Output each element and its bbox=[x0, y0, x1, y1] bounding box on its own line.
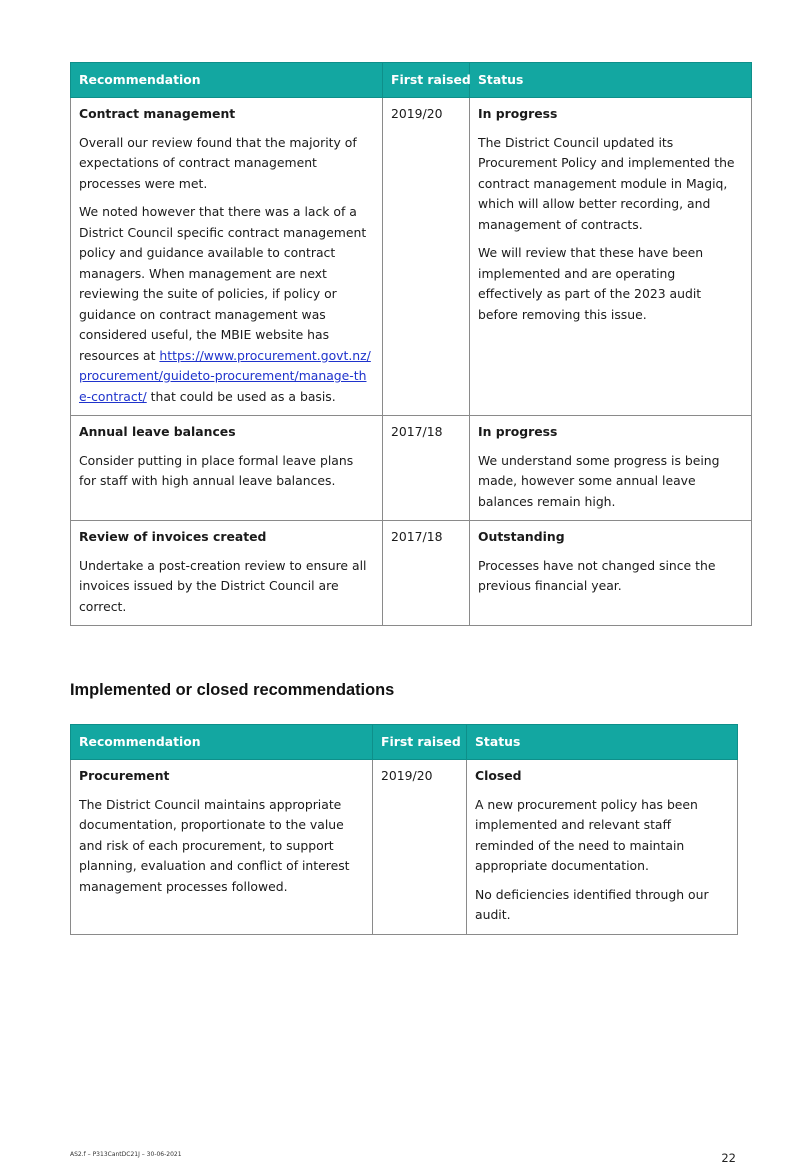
recommendation-text: Undertake a post-creation review to ensure all invoices issued by the District Council are correct. bbox=[79, 557, 367, 614]
column-header-first-raised: First raised bbox=[383, 63, 470, 98]
status-cell bbox=[470, 521, 752, 626]
status-text: The District Council updated its Procurement Policy and implemented the contract management module in Magiq, which will allow better recording, and management of contracts. bbox=[478, 134, 735, 232]
status-text: We will review that these have been implemented and are operating effectively as part of the 2023 audit before removing this issue. bbox=[478, 245, 704, 322]
table-row bbox=[71, 98, 752, 416]
status-title: Outstanding bbox=[478, 529, 565, 544]
table-header-row bbox=[71, 725, 738, 760]
recommendation-text: Consider putting in place formal leave plans for staff with high annual leave balances. bbox=[79, 452, 354, 488]
recommendation-cell bbox=[71, 416, 383, 521]
recommendation-cell bbox=[71, 98, 383, 416]
status-title: Closed bbox=[475, 768, 522, 783]
column-header-first-raised: First raised bbox=[373, 725, 467, 760]
table-header-row bbox=[71, 63, 752, 98]
status-title: In progress bbox=[478, 424, 558, 439]
section-heading: Implemented or closed recommendations bbox=[70, 681, 395, 699]
page-number: 22 bbox=[721, 1151, 736, 1165]
recommendation-text: Overall our review found that the majority of expectations of contract management processes were met. bbox=[79, 134, 357, 191]
column-header-recommendation: Recommendation bbox=[71, 63, 383, 98]
status-cell bbox=[467, 760, 738, 935]
recommendation-title: Contract management bbox=[79, 106, 236, 121]
first-raised-cell: 2019/20 bbox=[383, 98, 470, 416]
recommendation-text-suffix: that could be used as a basis. bbox=[146, 388, 336, 404]
status-title: In progress bbox=[478, 106, 558, 121]
recommendation-text bbox=[79, 202, 374, 407]
recommendation-text-body: We noted however that there was a lack of a District Council specific contract management policy and guidance available to contract managers. When management are next reviewing the suite of policies, if policy or guidance on contract management was considered useful, the MBIE website has resources at bbox=[79, 204, 367, 363]
recommendation-title: Annual leave balances bbox=[79, 424, 236, 439]
table-row bbox=[71, 760, 738, 935]
status-cell bbox=[470, 416, 752, 521]
closed-recommendations-table bbox=[70, 724, 738, 935]
mbie-procurement-link[interactable]: https://www.procurement.govt.nz/procurement/guideto-procurement/manage-the-contract/ bbox=[79, 347, 371, 404]
recommendation-text: The District Council maintains appropriate documentation, proportionate to the value and risk of each procurement, to support planning, evaluation and conflict of interest management processes followed. bbox=[79, 796, 350, 894]
status-text: No deficiencies identified through our audit. bbox=[475, 886, 709, 922]
recommendation-title: Procurement bbox=[79, 768, 170, 783]
status-text: We understand some progress is being made, however some annual leave balances remain high. bbox=[478, 452, 720, 509]
first-raised-cell: 2019/20 bbox=[373, 760, 467, 935]
document-code: AS2.f – P313CantDC21J – 30-06-2021 bbox=[70, 1151, 182, 1158]
recommendation-cell bbox=[71, 521, 383, 626]
column-header-status: Status bbox=[470, 63, 752, 98]
first-raised-cell: 2017/18 bbox=[383, 416, 470, 521]
recommendations-table bbox=[70, 62, 752, 626]
first-raised-cell: 2017/18 bbox=[383, 521, 470, 626]
column-header-recommendation: Recommendation bbox=[71, 725, 373, 760]
table-row bbox=[71, 521, 752, 626]
column-header-status: Status bbox=[467, 725, 738, 760]
table-row bbox=[71, 416, 752, 521]
recommendation-cell bbox=[71, 760, 373, 935]
recommendation-title: Review of invoices created bbox=[79, 529, 267, 544]
status-text: A new procurement policy has been implemented and relevant staff reminded of the need to maintain appropriate documentation. bbox=[475, 796, 698, 873]
status-cell bbox=[470, 98, 752, 416]
status-text: Processes have not changed since the previous financial year. bbox=[478, 557, 716, 593]
